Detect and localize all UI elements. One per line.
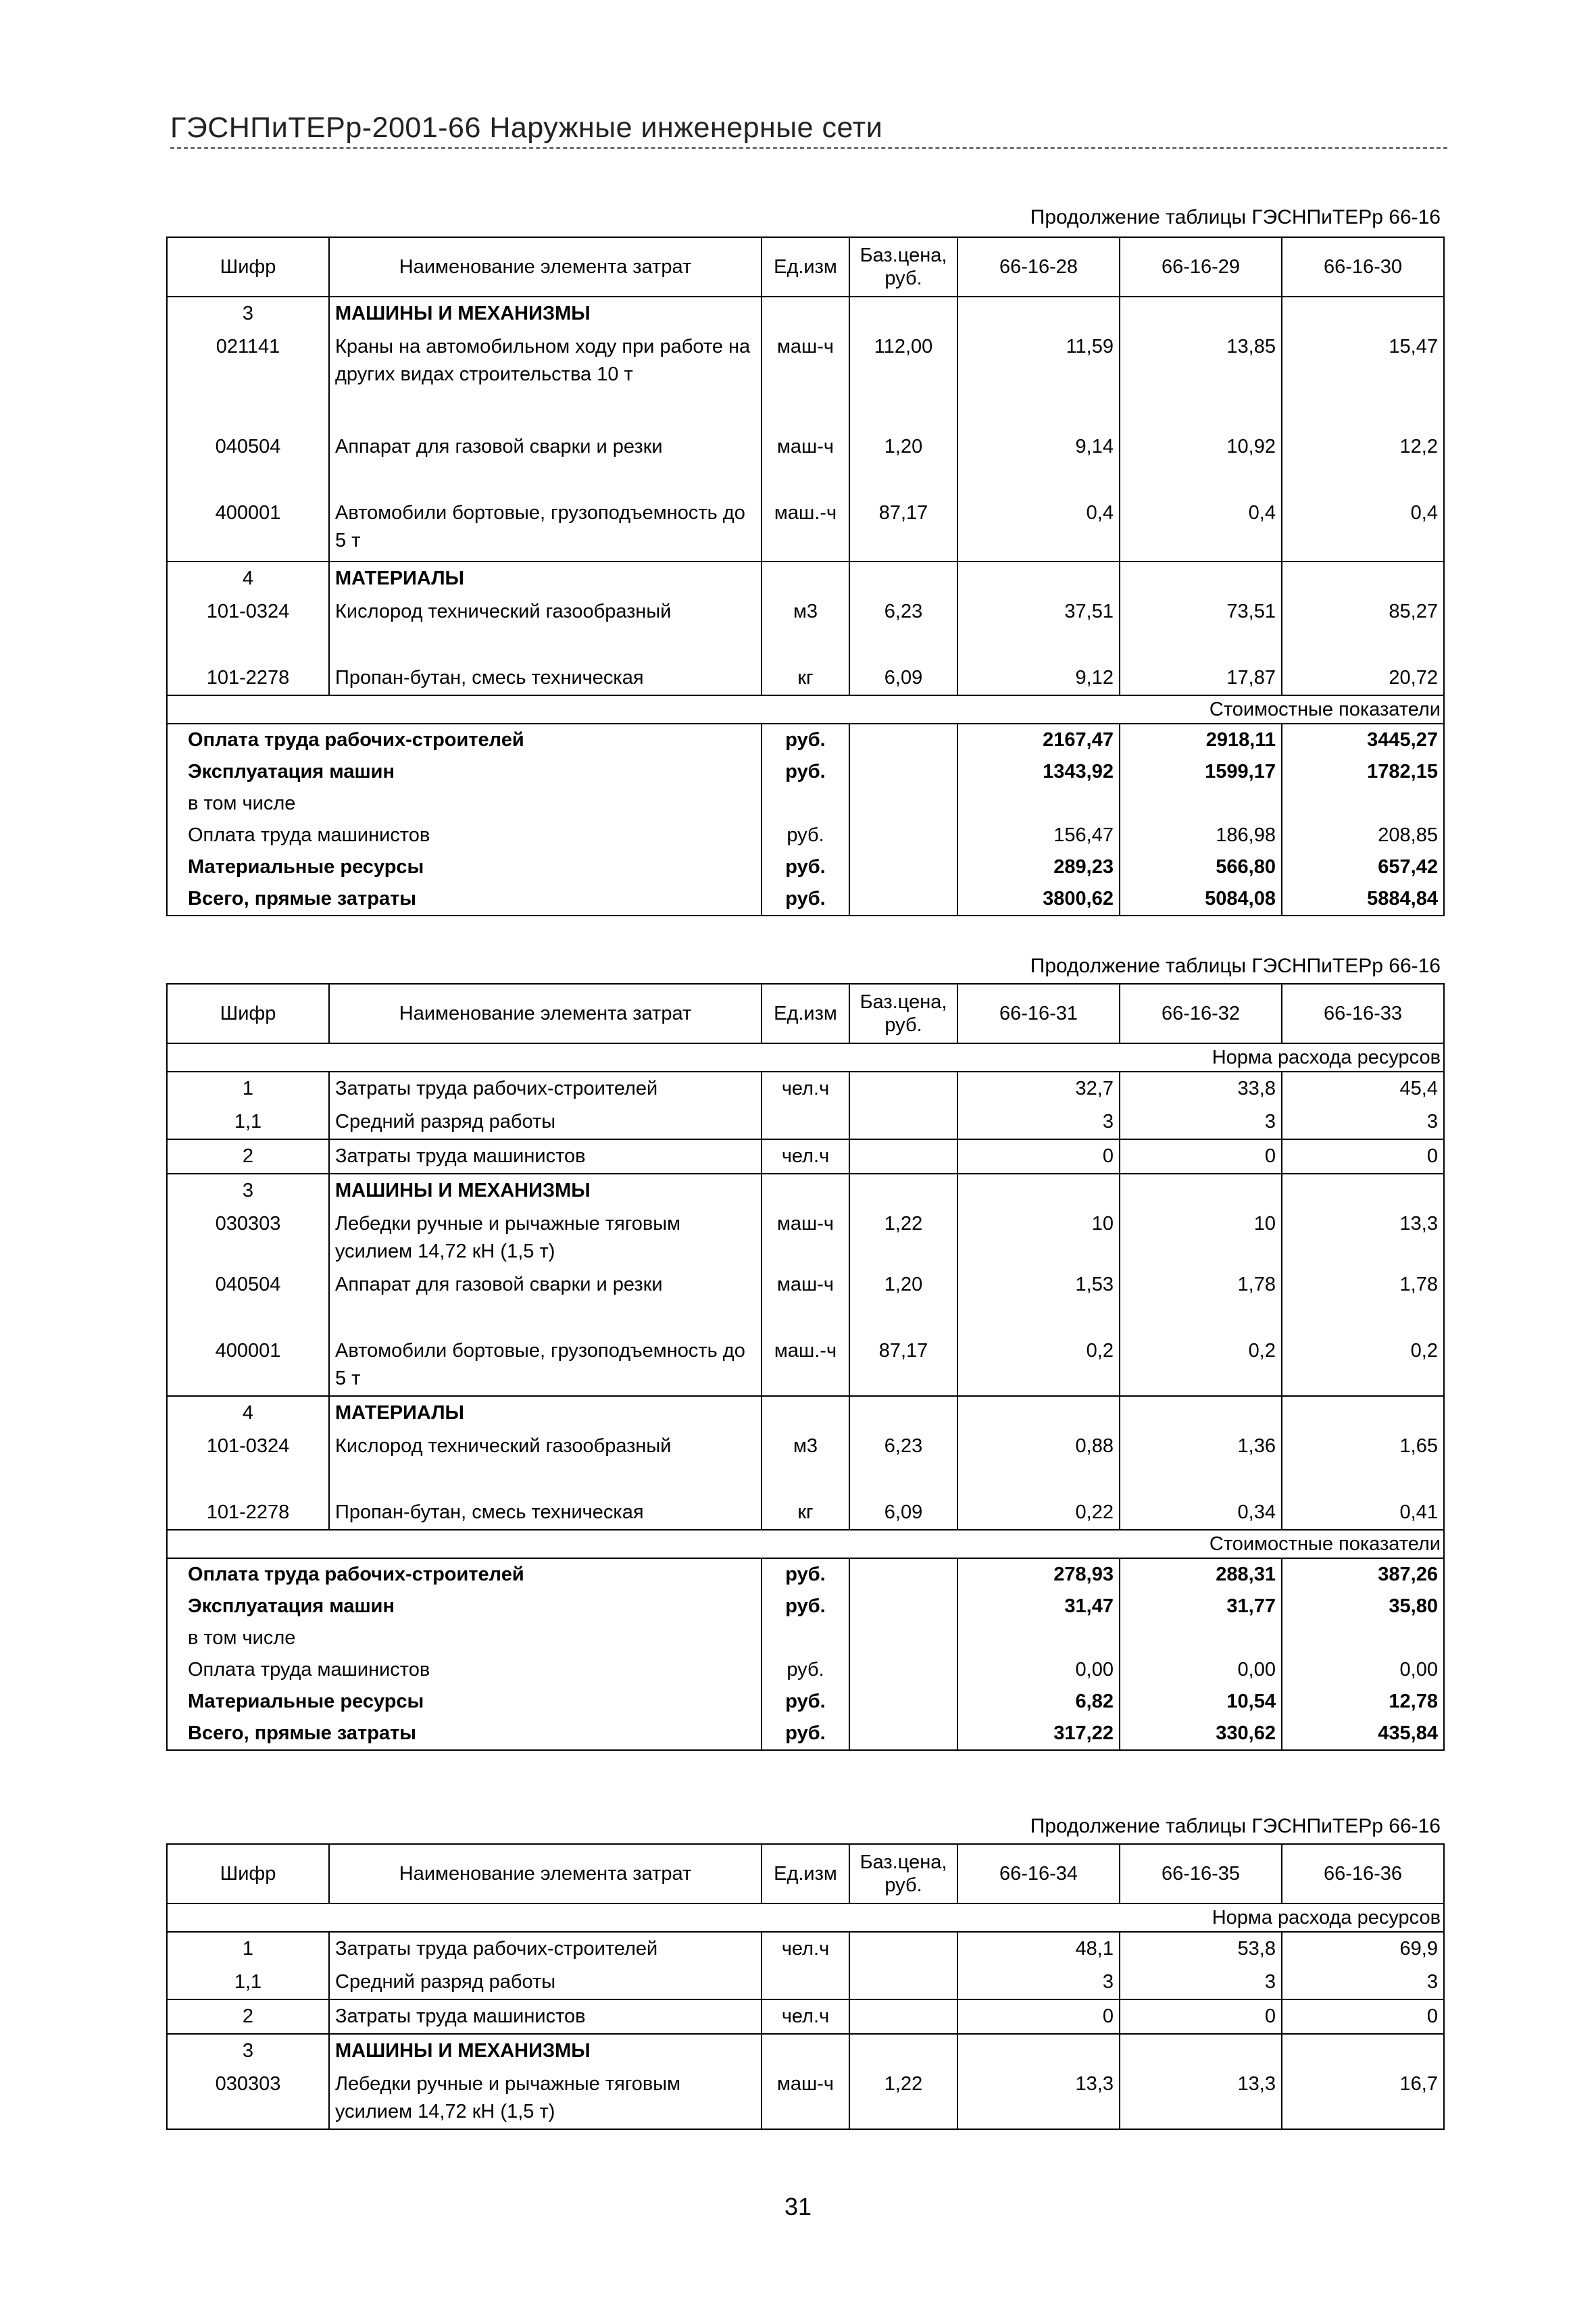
- col-header-unit: Ед.изм: [762, 984, 849, 1043]
- resource-table-3: [166, 1843, 1445, 2130]
- summary-row: Оплата труда рабочих-строителей руб. 278,93 288,31 387,26: [167, 1558, 1444, 1591]
- table-row: 4 МАТЕРИАЛЫ: [167, 562, 1444, 595]
- table-row: 2 Затраты труда машинистов чел.ч 0 0 0: [167, 1139, 1444, 1174]
- summary-row: Эксплуатация машин руб. 1343,92 1599,17 1782,15: [167, 756, 1444, 788]
- summary-row: Материальные ресурсы руб. 6,82 10,54 12,78: [167, 1686, 1444, 1718]
- table-row: 400001 Автомобили бортовые, грузоподъемность до 5 т маш.-ч 87,17 0,4 0,4 0,4: [167, 497, 1444, 562]
- table-caption: Продолжение таблицы ГЭСНПиТЕРр 66-16: [1030, 206, 1441, 228]
- table-caption: Продолжение таблицы ГЭСНПиТЕРр 66-16: [1030, 1815, 1441, 1837]
- summary-row: Всего, прямые затраты руб. 317,22 330,62 435,84: [167, 1718, 1444, 1750]
- col-header-name: Наименование элемента затрат: [329, 984, 762, 1043]
- summary-row: в том числе: [167, 788, 1444, 820]
- table-row: 040504 Аппарат для газовой сварки и резки маш-ч 1,20 9,14 10,92 12,2: [167, 430, 1444, 497]
- col-header-norm: 66-16-35: [1120, 1844, 1282, 1903]
- summary-row: Всего, прямые затраты руб. 3800,62 5084,08 5884,84: [167, 883, 1444, 916]
- table-row: 101-0324 Кислород технический газообразный м3 6,23 37,51 73,51 85,27: [167, 595, 1444, 662]
- col-header-norm: 66-16-29: [1120, 237, 1282, 297]
- table-row: 040504 Аппарат для газовой сварки и резки маш-ч 1,20 1,53 1,78 1,78: [167, 1268, 1444, 1335]
- col-header-unit: Ед.изм: [762, 1844, 849, 1903]
- col-header-norm: 66-16-31: [957, 984, 1120, 1043]
- col-header-norm: 66-16-30: [1282, 237, 1444, 297]
- running-header: ГЭСНПиТЕРр-2001-66 Наружные инженерные сети: [170, 111, 1447, 149]
- table-row: 400001 Автомобили бортовые, грузоподъемность до 5 т маш.-ч 87,17 0,2 0,2 0,2: [167, 1335, 1444, 1396]
- table-row: 1,1 Средний разряд работы 3 3 3: [167, 1105, 1444, 1139]
- col-header-norm: 66-16-36: [1282, 1844, 1444, 1903]
- col-header-price: Баз.цена, руб.: [849, 1844, 957, 1903]
- table-caption: Продолжение таблицы ГЭСНПиТЕРр 66-16: [1030, 955, 1441, 977]
- table-row: 3 МАШИНЫ И МЕХАНИЗМЫ: [167, 2034, 1444, 2068]
- table-row: 101-2278 Пропан-бутан, смесь техническая кг 6,09 0,22 0,34 0,41: [167, 1496, 1444, 1530]
- col-header-norm: 66-16-28: [957, 237, 1120, 297]
- col-header-name: Наименование элемента затрат: [329, 1844, 762, 1903]
- table-row: 3 МАШИНЫ И МЕХАНИЗМЫ: [167, 297, 1444, 330]
- table-row: 030303 Лебедки ручные и рычажные тяговым усилием 14,72 кН (1,5 т) маш-ч 1,22 13,3 13,3 16,7: [167, 2068, 1444, 2129]
- norm-label: Норма расхода ресурсов: [167, 1903, 1444, 1932]
- col-header-unit: Ед.изм: [762, 237, 849, 297]
- col-header-norm: 66-16-34: [957, 1844, 1120, 1903]
- cost-indicators-label: Стоимостные показатели: [167, 695, 1444, 724]
- summary-row: Оплата труда машинистов руб. 156,47 186,98 208,85: [167, 820, 1444, 851]
- col-header-code: Шифр: [167, 1844, 329, 1903]
- table-row: 030303 Лебедки ручные и рычажные тяговым усилием 14,72 кН (1,5 т) маш-ч 1,22 10 10 13,3: [167, 1208, 1444, 1268]
- table-row: 1 Затраты труда рабочих-строителей чел.ч 48,1 53,8 69,9: [167, 1932, 1444, 1966]
- table-row: 101-2278 Пропан-бутан, смесь техническая кг 6,09 9,12 17,87 20,72: [167, 662, 1444, 695]
- table-row: 1,1 Средний разряд работы 3 3 3: [167, 1966, 1444, 1999]
- col-header-code: Шифр: [167, 237, 329, 297]
- col-header-norm: 66-16-32: [1120, 984, 1282, 1043]
- col-header-name: Наименование элемента затрат: [329, 237, 762, 297]
- col-header-price: Баз.цена, руб.: [849, 237, 957, 297]
- resource-table-2: [166, 983, 1445, 1751]
- resource-table-1: [166, 237, 1445, 916]
- norm-label: Норма расхода ресурсов: [167, 1043, 1444, 1072]
- table-row: 4 МАТЕРИАЛЫ: [167, 1396, 1444, 1430]
- table-row: 1 Затраты труда рабочих-строителей чел.ч 32,7 33,8 45,4: [167, 1072, 1444, 1105]
- table-row: 3 МАШИНЫ И МЕХАНИЗМЫ: [167, 1174, 1444, 1208]
- cost-indicators-label: Стоимостные показатели: [167, 1530, 1444, 1558]
- summary-row: Эксплуатация машин руб. 31,47 31,77 35,80: [167, 1591, 1444, 1622]
- summary-row: Оплата труда рабочих-строителей руб. 2167,47 2918,11 3445,27: [167, 724, 1444, 756]
- summary-row: в том числе: [167, 1622, 1444, 1654]
- summary-row: Оплата труда машинистов руб. 0,00 0,00 0,00: [167, 1654, 1444, 1686]
- summary-row: Материальные ресурсы руб. 289,23 566,80 657,42: [167, 851, 1444, 883]
- table-row: 021141 Краны на автомобильном ходу при работе на других видах строительства 10 т маш-ч 112,00 11,59 13,85 15,47: [167, 330, 1444, 430]
- table-row: 101-0324 Кислород технический газообразный м3 6,23 0,88 1,36 1,65: [167, 1430, 1444, 1496]
- col-header-code: Шифр: [167, 984, 329, 1043]
- col-header-price: Баз.цена, руб.: [849, 984, 957, 1043]
- table-row: 2 Затраты труда машинистов чел.ч 0 0 0: [167, 1999, 1444, 2034]
- page-number: 31: [784, 2193, 812, 2220]
- col-header-norm: 66-16-33: [1282, 984, 1444, 1043]
